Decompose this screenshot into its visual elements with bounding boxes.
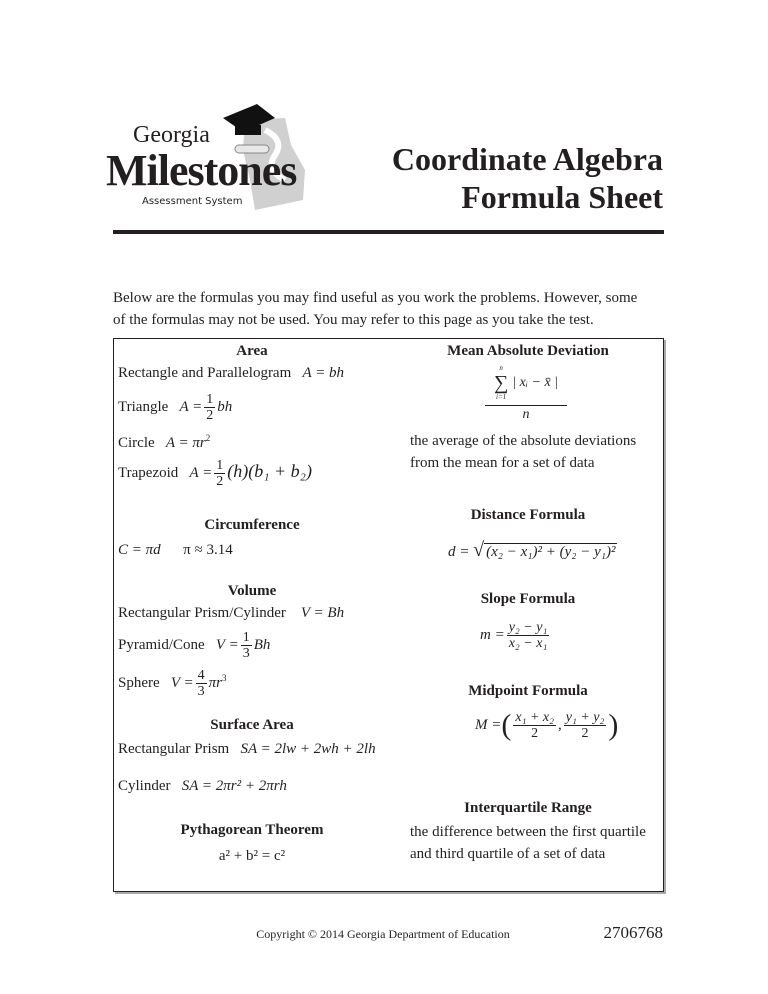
- lhs: m =: [480, 626, 505, 643]
- document-code: 2706768: [603, 923, 663, 942]
- distance-formula: [448, 538, 617, 564]
- label: Sphere: [118, 674, 160, 691]
- sum-top: n: [499, 364, 503, 372]
- den: 2: [531, 726, 539, 742]
- fraction-x: [513, 710, 556, 741]
- den: 2: [581, 726, 589, 742]
- num: 1: [206, 392, 214, 407]
- label: Rectangular Prism/Cylinder: [118, 605, 286, 621]
- num: y₂ − y₁: [508, 620, 548, 635]
- fraction: [196, 668, 207, 699]
- intro-line1: Below are the formulas you may find useful as you work the problems. However, some: [113, 290, 638, 306]
- sphere-volume-formula: [118, 668, 227, 699]
- copyright: Copyright © 2014 Georgia Department of Education: [256, 927, 510, 941]
- den: 2: [206, 408, 214, 423]
- intro-line2: of the formulas may not be used. You may refer to this page as you take the test.: [113, 312, 594, 328]
- num: 1: [242, 630, 250, 645]
- fraction: [214, 458, 225, 489]
- mad-heading: Mean Absolute Deviation: [447, 343, 609, 359]
- num: 1: [216, 458, 224, 473]
- sum-body: | xᵢ − x̄ |: [512, 375, 559, 390]
- slope-formula: [480, 620, 551, 651]
- label: Triangle: [118, 398, 169, 415]
- pythagorean-formula: a² + b² = c²: [218, 848, 286, 864]
- label: Pyramid/Cone: [118, 636, 205, 653]
- pythagorean-heading: Pythagorean Theorem: [180, 822, 324, 838]
- rhs: (h)(b₁ + b₂): [227, 460, 312, 481]
- lhs: V =: [215, 636, 239, 653]
- iqr-desc-line1: the difference between the first quartile: [410, 824, 646, 840]
- formula: SA = 2lw + 2wh + 2lh: [240, 741, 376, 757]
- cylinder-surface-formula: [118, 777, 287, 795]
- fraction-y: [564, 710, 607, 741]
- prism-surface-formula: [118, 740, 376, 758]
- header-rule: [113, 230, 664, 234]
- mad-formula: [485, 364, 567, 423]
- area-heading: Area: [236, 343, 268, 359]
- title-line1: Coordinate Algebra: [391, 141, 663, 177]
- den: x₂ − x₁: [508, 636, 548, 651]
- circumference-formula: [118, 541, 233, 559]
- lhs: A =: [189, 464, 213, 481]
- fraction: [507, 620, 550, 651]
- den: 2: [216, 474, 224, 489]
- fraction: [204, 392, 215, 423]
- label: Rectangular Prism: [118, 741, 230, 757]
- formula: SA = 2πr² + 2πrh: [181, 778, 287, 794]
- num: x₁ + x₂: [515, 710, 554, 726]
- formula: C = πd: [118, 542, 161, 558]
- prism-volume-formula: [118, 604, 344, 622]
- logo-assessment-system: Assessment System: [142, 196, 243, 207]
- label: Cylinder: [118, 778, 171, 794]
- triangle-formula: [118, 392, 232, 423]
- rectangle-formula: [118, 364, 344, 382]
- slope-heading: Slope Formula: [480, 591, 576, 607]
- summation: [494, 364, 508, 402]
- lhs: d =: [448, 544, 470, 560]
- den: 3: [197, 684, 205, 699]
- mad-desc-line1: the average of the absolute deviations: [410, 433, 637, 449]
- formula: V = Bh: [300, 605, 345, 621]
- pyramid-volume-formula: [118, 630, 270, 661]
- lhs: A = πr: [165, 435, 206, 451]
- circumference-heading: Circumference: [204, 517, 300, 533]
- label: Trapezoid: [118, 464, 179, 481]
- circle-formula: [118, 434, 210, 452]
- num: y₁ + y₂: [565, 710, 605, 726]
- distance-heading: Distance Formula: [470, 507, 586, 523]
- logo-milestones: Milestones: [106, 146, 297, 195]
- midpoint-heading: Midpoint Formula: [468, 683, 588, 699]
- midpoint-formula: [475, 708, 618, 743]
- trapezoid-formula: [118, 458, 312, 489]
- paren-close: ): [608, 708, 619, 742]
- sum-bottom: i=1: [496, 393, 507, 401]
- lhs: A =: [179, 398, 203, 415]
- paren-open: (: [501, 708, 512, 742]
- formula: A = bh: [302, 365, 345, 381]
- num: 4: [197, 668, 205, 683]
- rhs: πr: [208, 674, 223, 691]
- den: 3: [242, 646, 250, 661]
- exp: 3: [222, 672, 227, 683]
- label: Rectangle and Parallelogram: [118, 365, 292, 381]
- surface-area-heading: Surface Area: [210, 717, 294, 733]
- denominator: n: [522, 407, 530, 422]
- rhs: bh: [217, 398, 233, 415]
- volume-heading: Volume: [227, 583, 277, 599]
- lhs: V =: [170, 674, 194, 691]
- mad-desc-line2: from the mean for a set of data: [410, 455, 595, 471]
- sigma-icon: ∑: [493, 372, 509, 394]
- iqr-desc-line2: and third quartile of a set of data: [410, 846, 606, 862]
- rhs: Bh: [253, 636, 271, 653]
- title-line2: Formula Sheet: [461, 179, 663, 215]
- logo-georgia: Georgia: [133, 122, 210, 148]
- lhs: M =: [475, 717, 502, 733]
- label: Circle: [118, 435, 155, 451]
- sqrt-icon: √: [473, 539, 485, 561]
- iqr-heading: Interquartile Range: [464, 800, 592, 816]
- comma: ,: [557, 717, 562, 733]
- pi-approx: π ≈ 3.14: [183, 542, 233, 558]
- exp: 2: [205, 433, 211, 443]
- fraction: [241, 630, 252, 661]
- radicand: (x₂ − x₁)² + (y₂ − y₁)²: [486, 544, 616, 560]
